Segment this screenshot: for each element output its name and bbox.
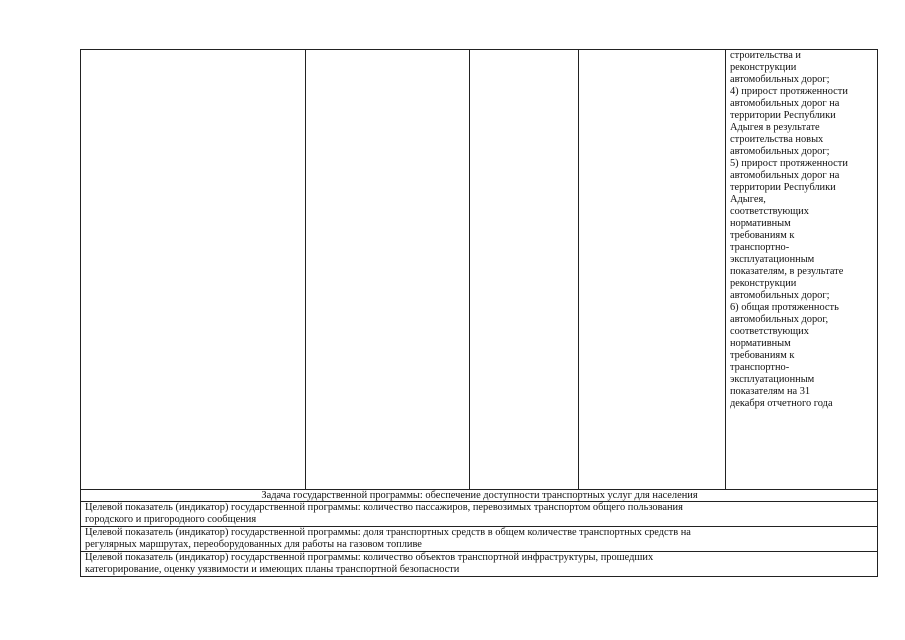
empty-cell-3 [470,50,579,490]
expected-result-line: реконструкции [729,278,797,289]
expected-result-line: нормативным [729,218,791,229]
task-heading: Задача государственной программы: обеспечение доступности транспортных услуг для населения [81,490,878,502]
expected-result-line: автомобильных дорог; [729,146,830,157]
empty-cell-1 [81,50,306,490]
indicator-text-line: городского и пригородного сообщения [85,514,257,525]
indicator-text-line: регулярных маршрутах, переоборудованных для работы на газовом топливе [85,539,422,550]
indicator-cell [81,552,878,577]
expected-result-line: транспортно- [729,362,790,373]
indicator-text-line: категорирование, оценку уязвимости и имеющих планы транспортной безопасности [85,564,460,575]
indicator-text-line: Целевой показатель (индикатор) государственной программы: количество пассажиров, перевозимых транспортом общего пользования [85,502,683,513]
expected-result-line: автомобильных дорог на [729,98,840,109]
expected-result-line: Адыгея в результате [729,122,820,133]
indicator-row [81,552,878,577]
expected-result-line: Адыгея, [729,194,766,205]
expected-result-line: 5) прирост протяженности [729,158,848,169]
expected-result-line: 6) общая протяженность [729,302,839,313]
expected-result-line: автомобильных дорог; [729,74,830,85]
expected-result-line: соответствующих [729,326,809,337]
indicator-text-line: Целевой показатель (индикатор) государственной программы: доля транспортных средств в общем количестве транспортных средств на [85,527,691,538]
expected-result-line: транспортно- [729,242,790,253]
expected-result-line: реконструкции [729,62,797,73]
expected-result-line: соответствующих [729,206,809,217]
expected-result-line: нормативным [729,338,791,349]
expected-result-line: автомобильных дорог на [729,170,840,181]
expected-result-line: территории Республики [729,182,836,193]
indicator-text-line: Целевой показатель (индикатор) государственной программы: количество объектов транспортной инфраструктуры, прошедших [85,552,654,563]
indicator-row [81,502,878,527]
expected-result-line: декабря отчетного года [729,398,833,409]
expected-result-line: автомобильных дорог, [729,314,829,325]
expected-result-line: эксплуатационным [729,374,815,385]
expected-result-line: показателям, в результате [729,266,844,277]
continuation-row [81,50,878,490]
expected-result-line: территории Республики [729,110,836,121]
empty-cell-2 [305,50,469,490]
indicator-cell [81,527,878,552]
expected-result-line: автомобильных дорог; [729,290,830,301]
expected-result-line: строительства и [729,50,801,61]
expected-result-line: 4) прирост протяженности [729,86,848,97]
task-row [81,490,878,502]
expected-result-line: показателям на 31 [729,386,811,397]
expected-result-line: требованиям к [729,350,795,361]
expected-result-line: строительства новых [729,134,824,145]
expected-result-line: требованиям к [729,230,795,241]
expected-result-line: эксплуатационным [729,254,815,265]
empty-cell-4 [579,50,726,490]
expected-results-cell [725,50,877,490]
indicator-cell [81,502,878,527]
indicator-row [81,527,878,552]
program-table [80,49,878,577]
